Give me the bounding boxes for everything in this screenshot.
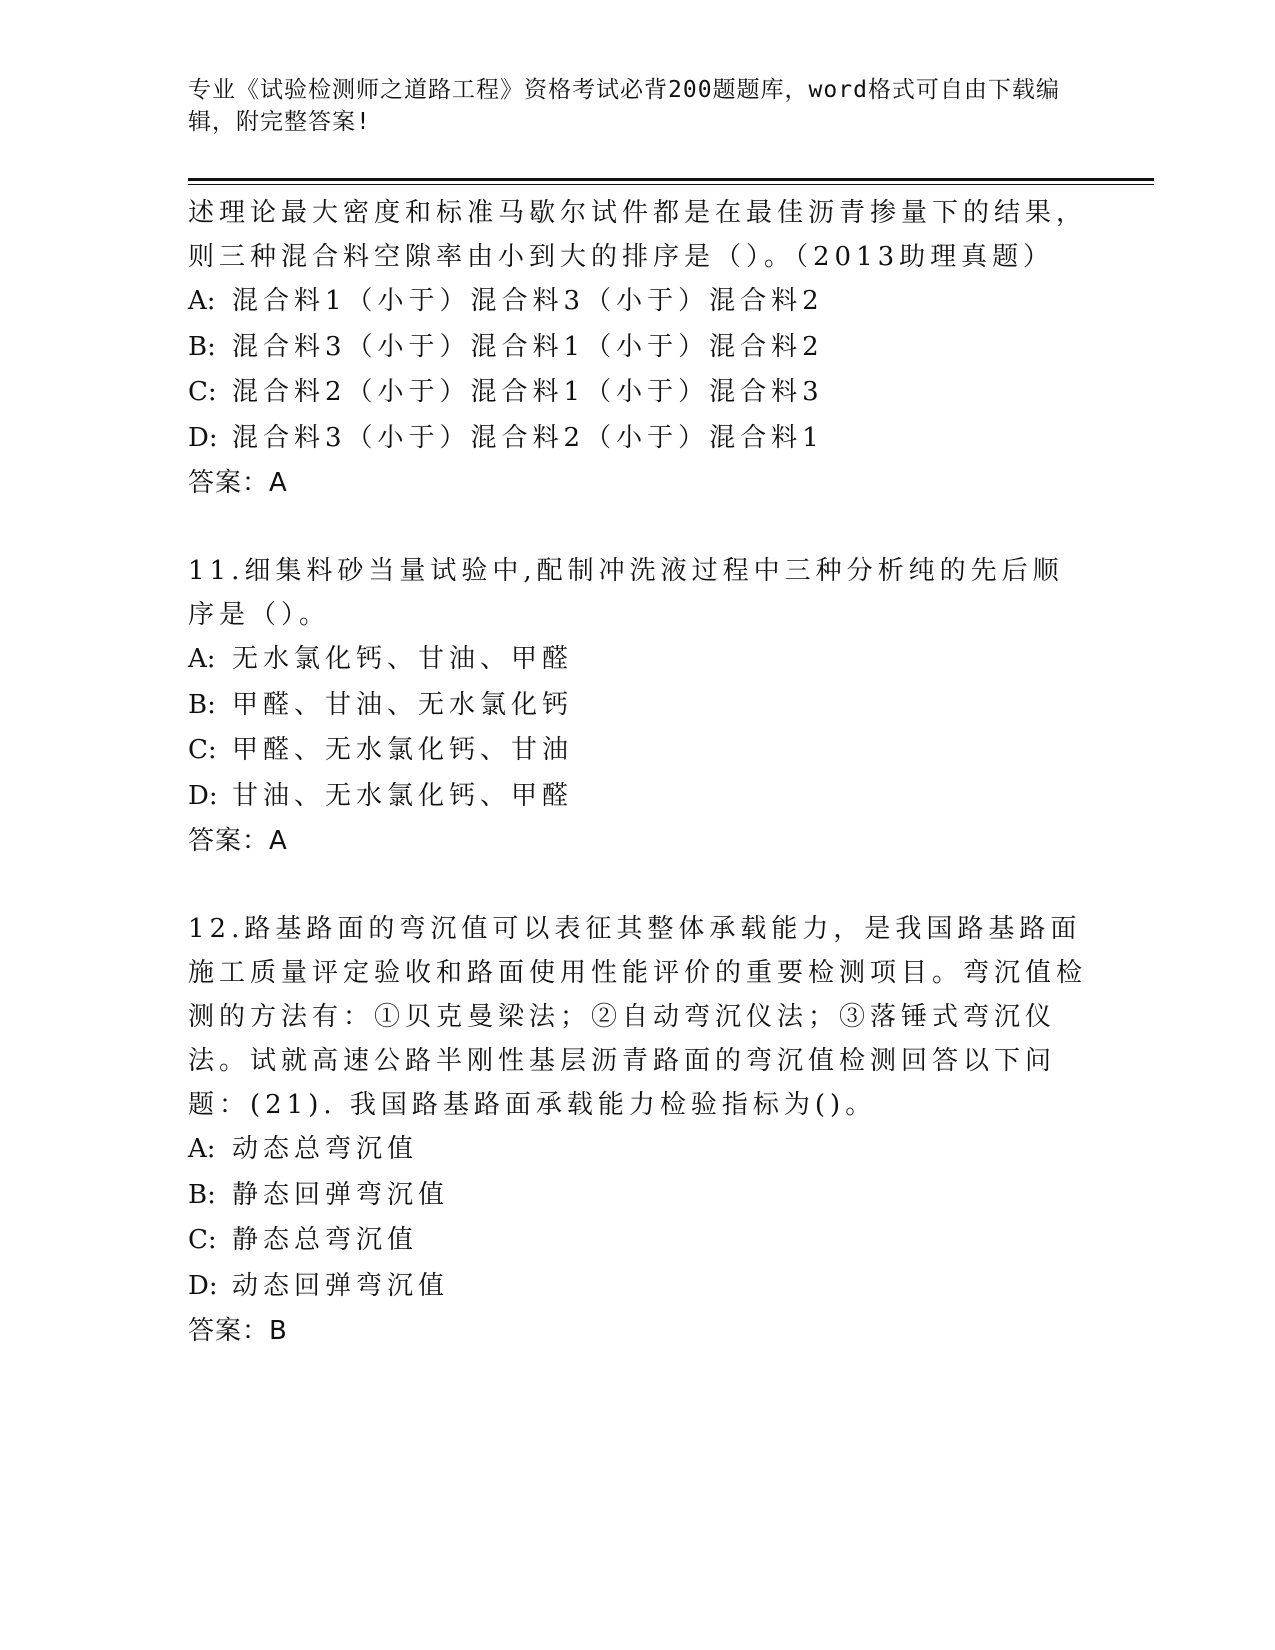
option-letter: A: — [188, 1134, 216, 1164]
option-letter: D: — [188, 1270, 218, 1301]
document-header-title: 专业《试验检测师之道路工程》资格考试必背200题题库，word格式可自由下载编辑，附完整答案! — [188, 77, 1060, 135]
option-c — [188, 728, 1088, 774]
option-b — [188, 325, 1088, 371]
option-b — [188, 1173, 1088, 1219]
question-11 — [188, 549, 1088, 863]
option-d — [188, 1264, 1088, 1310]
option-a — [188, 279, 1088, 325]
option-text: 动态回弹弯沉值 — [232, 1270, 450, 1301]
question-text: 12.路基路面的弯沉值可以表征其整体承载能力，是我国路基路面施工质量评定验收和路面使用性能评价的重要检测项目。弯沉值检测的方法有：①贝克曼梁法；②自动弯沉仪法；③落锤式弯沉仪法。试就高速公路半刚性基层沥青路面的弯沉值检测回答以下问题：(21). 我国路基路面承载能力检验指标为()。 — [188, 914, 1088, 1120]
option-letter: C: — [188, 377, 217, 407]
answer-line: 答案：B — [188, 1316, 288, 1346]
question-10-continued — [188, 191, 1088, 505]
option-d — [188, 774, 1088, 820]
option-b — [188, 683, 1088, 729]
option-text: 甲醛、无水氯化钙、甘油 — [232, 735, 574, 765]
option-text: 动态总弯沉值 — [232, 1134, 419, 1164]
option-letter: B: — [188, 331, 216, 362]
option-c — [188, 1218, 1088, 1264]
option-letter: C: — [188, 1225, 217, 1255]
option-letter: D: — [188, 422, 218, 453]
option-text: 混合料1（小于）混合料3（小于）混合料2 — [232, 286, 824, 316]
answer-line: 答案：A — [188, 826, 288, 856]
question-12 — [188, 907, 1088, 1353]
option-a — [188, 1127, 1088, 1173]
option-text: 甲醛、甘油、无水氯化钙 — [232, 689, 574, 720]
header-divider-thin — [188, 184, 1154, 185]
option-c — [188, 370, 1088, 416]
option-letter: B: — [188, 1179, 216, 1210]
option-a — [188, 637, 1088, 683]
option-letter: B: — [188, 689, 216, 720]
option-text: 混合料3（小于）混合料1（小于）混合料2 — [232, 331, 824, 362]
option-text: 静态回弹弯沉值 — [232, 1179, 450, 1210]
option-d — [188, 416, 1088, 462]
header-divider-thick — [188, 178, 1154, 181]
option-text: 甘油、无水氯化钙、甲醛 — [232, 780, 574, 811]
option-letter: A: — [188, 644, 216, 674]
option-text: 无水氯化钙、甘油、甲醛 — [232, 644, 574, 674]
option-text: 混合料2（小于）混合料1（小于）混合料3 — [232, 377, 824, 407]
option-letter: C: — [188, 735, 217, 765]
option-text: 混合料3（小于）混合料2（小于）混合料1 — [232, 422, 824, 453]
question-text: 述理论最大密度和标准马歇尔试件都是在最佳沥青掺量下的结果，则三种混合料空隙率由小到大的排序是（）。（2013助理真题） — [188, 198, 1088, 272]
answer-line: 答案：A — [188, 468, 288, 498]
question-text: 11.细集料砂当量试验中,配制冲洗液过程中三种分析纯的先后顺序是（）。 — [188, 556, 1064, 630]
option-text: 静态总弯沉值 — [232, 1225, 419, 1255]
option-letter: D: — [188, 780, 218, 811]
question-list — [188, 191, 1088, 1397]
option-letter: A: — [188, 286, 216, 316]
